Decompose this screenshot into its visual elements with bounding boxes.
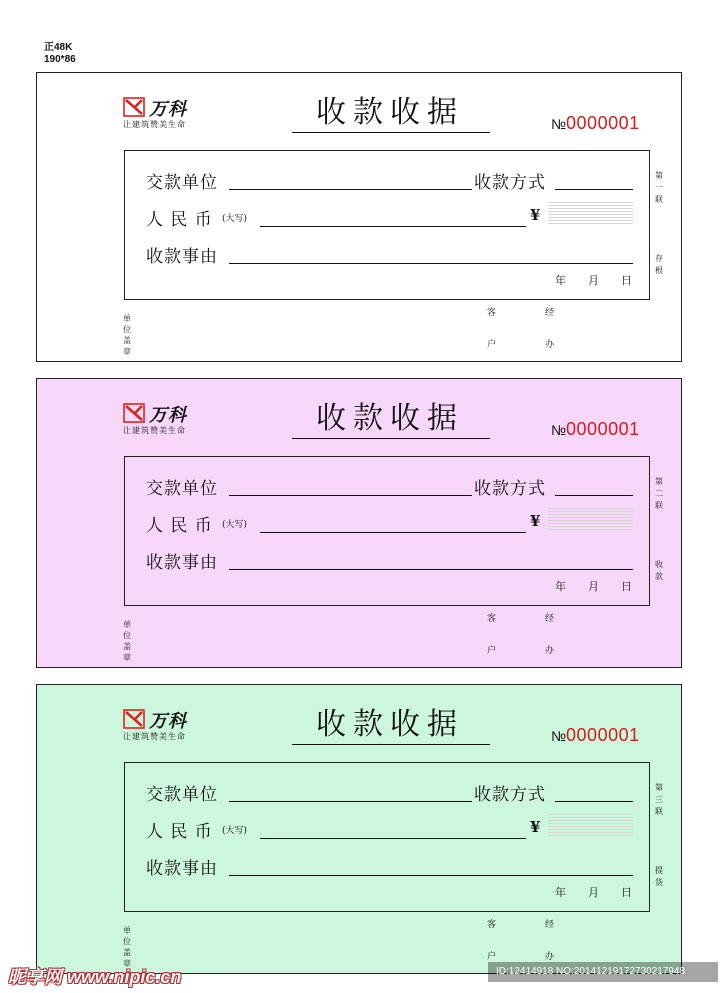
title-underline bbox=[292, 438, 490, 439]
rmb-amount-words-field[interactable] bbox=[260, 532, 526, 533]
amount-figure-field[interactable] bbox=[548, 508, 633, 532]
reason-label: 收款事由 bbox=[146, 247, 218, 267]
logo-slogan: 让建筑赞美生命 bbox=[123, 426, 186, 435]
title-underline bbox=[292, 744, 490, 745]
unit-stamp-label: 单 位 盖 章 bbox=[123, 314, 131, 356]
customer-label-2: 户 bbox=[487, 340, 497, 350]
method-field[interactable] bbox=[555, 801, 633, 802]
customer-label-2: 户 bbox=[487, 646, 497, 656]
customer-label-1: 客 bbox=[487, 614, 497, 624]
yuan-symbol: ¥ bbox=[530, 818, 541, 836]
payer-label: 交款单位 bbox=[146, 785, 218, 805]
payer-field[interactable] bbox=[229, 189, 472, 190]
logo-brand: 万科 bbox=[149, 711, 187, 731]
month-label: 月 bbox=[588, 274, 599, 287]
serial-prefix: № bbox=[551, 422, 567, 438]
method-field[interactable] bbox=[555, 495, 633, 496]
customer-label-1: 客 bbox=[487, 308, 497, 318]
copy-purpose: 存 根 bbox=[655, 254, 663, 275]
vanke-logo bbox=[123, 709, 203, 745]
handler-label-1: 经 bbox=[545, 614, 555, 624]
copy-number: 第 一 联 bbox=[655, 171, 663, 204]
receipt-title: 收款收据 bbox=[316, 95, 464, 130]
reason-field[interactable] bbox=[229, 263, 633, 264]
receipt-title: 收款收据 bbox=[316, 707, 464, 742]
title-underline bbox=[292, 132, 490, 133]
reason-label: 收款事由 bbox=[146, 553, 218, 573]
method-label: 收款方式 bbox=[474, 173, 546, 193]
vanke-logo bbox=[123, 403, 203, 439]
format-spec-size: 正48K bbox=[44, 42, 73, 53]
rmb-note: (大写) bbox=[222, 520, 248, 530]
payer-field[interactable] bbox=[229, 801, 472, 802]
vanke-logo-icon bbox=[123, 403, 145, 423]
copy-purpose: 收 款 bbox=[655, 560, 663, 581]
year-label: 年 bbox=[555, 580, 566, 593]
amount-figure-field[interactable] bbox=[548, 814, 633, 838]
year-label: 年 bbox=[555, 886, 566, 899]
serial-number bbox=[551, 419, 640, 440]
watermark-id: ID:12414918 NO:20141219172730217948 bbox=[488, 962, 718, 982]
vanke-logo bbox=[123, 97, 203, 133]
day-label: 日 bbox=[621, 580, 632, 593]
method-label: 收款方式 bbox=[474, 479, 546, 499]
yuan-symbol: ¥ bbox=[530, 206, 541, 224]
receipt-copy-1 bbox=[36, 72, 682, 362]
serial-value: 0000001 bbox=[566, 419, 640, 439]
logo-brand: 万科 bbox=[149, 405, 187, 425]
handler-label-1: 经 bbox=[545, 308, 555, 318]
payer-label: 交款单位 bbox=[146, 479, 218, 499]
logo-brand: 万科 bbox=[149, 99, 187, 119]
rmb-note: (大写) bbox=[222, 214, 248, 224]
logo-slogan: 让建筑赞美生命 bbox=[123, 732, 186, 741]
day-label: 日 bbox=[621, 274, 632, 287]
vanke-logo-icon bbox=[123, 97, 145, 117]
method-label: 收款方式 bbox=[474, 785, 546, 805]
reason-label: 收款事由 bbox=[146, 859, 218, 879]
yuan-symbol: ¥ bbox=[530, 512, 541, 530]
day-label: 日 bbox=[621, 886, 632, 899]
customer-label-2: 户 bbox=[487, 952, 497, 962]
copy-number: 第 三 联 bbox=[655, 783, 663, 816]
month-label: 月 bbox=[588, 580, 599, 593]
handler-label-1: 经 bbox=[545, 920, 555, 930]
receipt-copy-3 bbox=[36, 684, 682, 974]
rmb-amount-words-field[interactable] bbox=[260, 838, 526, 839]
receipt-copy-2 bbox=[36, 378, 682, 668]
logo-slogan: 让建筑赞美生命 bbox=[123, 120, 186, 129]
receipt-body bbox=[124, 762, 650, 912]
vanke-logo-icon bbox=[123, 709, 145, 729]
format-spec-dimensions: 190*86 bbox=[44, 54, 76, 65]
reason-field[interactable] bbox=[229, 569, 633, 570]
handler-label-2: 办 bbox=[545, 952, 555, 962]
reason-field[interactable] bbox=[229, 875, 633, 876]
rmb-label: 人 民 币 bbox=[146, 516, 213, 536]
serial-prefix: № bbox=[551, 728, 567, 744]
serial-value: 0000001 bbox=[566, 113, 640, 133]
serial-number bbox=[551, 725, 640, 746]
serial-prefix: № bbox=[551, 116, 567, 132]
customer-label-1: 客 bbox=[487, 920, 497, 930]
handler-label-2: 办 bbox=[545, 646, 555, 656]
year-label: 年 bbox=[555, 274, 566, 287]
copy-number: 第 二 联 bbox=[655, 477, 663, 510]
payer-field[interactable] bbox=[229, 495, 472, 496]
rmb-amount-words-field[interactable] bbox=[260, 226, 526, 227]
rmb-note: (大写) bbox=[222, 826, 248, 836]
serial-number bbox=[551, 113, 640, 134]
receipt-body bbox=[124, 456, 650, 606]
payer-label: 交款单位 bbox=[146, 173, 218, 193]
serial-value: 0000001 bbox=[566, 725, 640, 745]
format-spec bbox=[44, 42, 76, 66]
receipt-body bbox=[124, 150, 650, 300]
month-label: 月 bbox=[588, 886, 599, 899]
rmb-label: 人 民 币 bbox=[146, 822, 213, 842]
method-field[interactable] bbox=[555, 189, 633, 190]
receipt-title: 收款收据 bbox=[316, 401, 464, 436]
rmb-label: 人 民 币 bbox=[146, 210, 213, 230]
copy-purpose: 提 货 bbox=[655, 866, 663, 887]
handler-label-2: 办 bbox=[545, 340, 555, 350]
unit-stamp-label: 单 位 盖 章 bbox=[123, 926, 131, 968]
amount-figure-field[interactable] bbox=[548, 202, 633, 226]
watermark-site: 昵享网 www.nipic.cn bbox=[8, 967, 182, 987]
unit-stamp-label: 单 位 盖 章 bbox=[123, 620, 131, 662]
